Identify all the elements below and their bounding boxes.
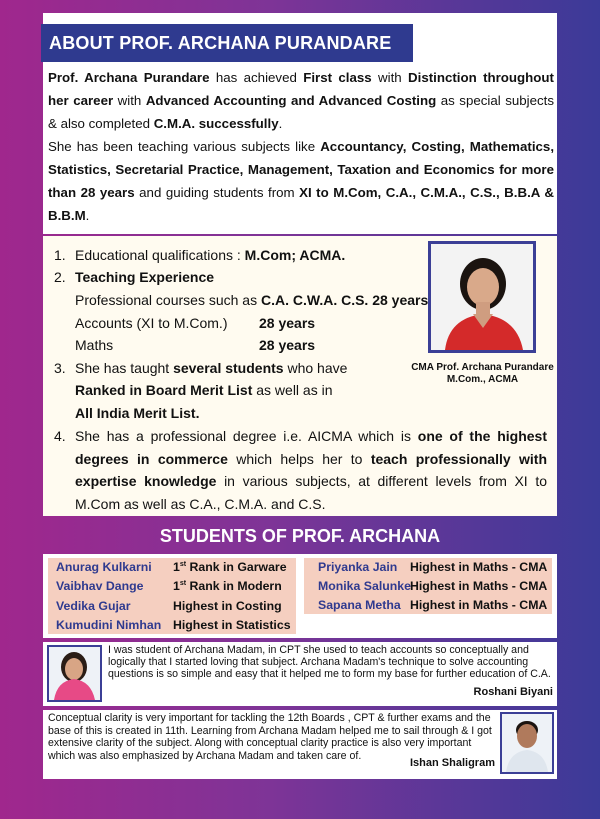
student-name: Anurag Kulkarni (56, 560, 152, 574)
student-name: Sapana Metha (318, 598, 401, 612)
students-left-list (48, 558, 296, 634)
student-name: Vedika Gujar (56, 599, 131, 613)
testimonial-1-author: Roshani Biyani (473, 686, 553, 698)
professor-photo (428, 241, 536, 353)
student-name: Kumudini Nimhan (56, 618, 162, 632)
about-p1: Prof. Archana Purandare has achieved First class with Distinction throughout her career with Advanced Accounting and Advanced Costing as special subjects & also completed C.M.A. successfully. (48, 70, 554, 131)
merit-line-3: All India Merit List. (75, 405, 200, 421)
student-photo-roshani (47, 645, 102, 702)
student-photo-ishan (500, 712, 554, 774)
student-name: Monika Salunke (318, 579, 411, 593)
list-item-merit: She has taught several students who have (75, 360, 348, 376)
maths-value: 28 years (259, 337, 316, 353)
merit-line-2: Ranked in Board Merit List as well as in (75, 382, 333, 398)
list-item-qualifications: Educational qualifications : M.Com; ACMA. (75, 247, 346, 263)
student-rank: 1st Rank in Modern (173, 579, 282, 593)
list-item-degree: She has a professional degree i.e. AICMA which is one of the highest degrees in commerce which helps her to teach professionally with expertise knowledge in various subjects, at different levels from XI to M.Com as well as C.A., C.M.A. and C.S. (75, 428, 547, 512)
student-rank: Highest in Statistics (173, 618, 291, 632)
about-p2: She has been teaching various subjects like Accountancy, Costing, Mathematics, Statistics, Secretarial Practice, Management, Taxation and Economics for more than 28 years and guiding students from XI to M.Com, C.A., C.M.A., C.S., B.B.A & B.B.M. (48, 139, 555, 223)
student-rank: 1st Rank in Garware (173, 560, 287, 574)
portrait-icon (49, 647, 100, 700)
student-rank: Highest in Costing (173, 599, 282, 613)
student-rank: Highest in Maths - CMA (410, 560, 548, 574)
caption-line1: CMA Prof. Archana Purandare (411, 362, 554, 373)
testimonial-2-text: Conceptual clarity is very important for tackling the 12th Boards , CPT & further exams and the base of this is created in 11th. Learning from Archana Madam helped me to sail through & I got extensive clarity of the subject. Along with conceptual clarity practice is also very important which was also emphasized by Archana Madam and taken care of. (48, 712, 492, 762)
list-num: 1. (54, 247, 66, 263)
student-rank: Highest in Maths - CMA (410, 598, 548, 612)
list-num: 2. (54, 269, 66, 285)
accounts-label: Accounts (XI to M.Com.) (75, 315, 228, 331)
students-heading: STUDENTS OF PROF. ARCHANA (159, 526, 441, 546)
portrait-icon (502, 714, 552, 772)
list-num: 3. (54, 360, 66, 376)
photo-caption (405, 362, 560, 386)
testimonial-1-text: I was student of Archana Madam, in CPT she used to teach accounts so conceptually and logically that I started loving that subject. Archana Madam's technique to solve accounting questions is so simple and easy that it helped me to form my base for further education of C.A. (108, 644, 551, 680)
portrait-icon (431, 244, 533, 350)
accounts-value: 28 years (259, 315, 316, 331)
about-heading: ABOUT PROF. ARCHANA PURANDARE (41, 24, 413, 62)
testimonial-2-author: Ishan Shaligram (410, 757, 495, 769)
students-right-list (304, 558, 552, 614)
student-rank: Highest in Maths - CMA (410, 579, 548, 593)
list-num: 4. (54, 428, 66, 444)
professional-courses: Professional courses such as C.A. C.W.A. C.S. 28 years (75, 292, 429, 308)
maths-label: Maths (75, 337, 114, 353)
list-item-teaching: Teaching Experience (75, 269, 215, 285)
caption-line2: M.Com., ACMA (446, 374, 519, 385)
about-text (48, 66, 554, 227)
student-name: Priyanka Jain (318, 560, 398, 574)
student-name: Vaibhav Dange (56, 579, 144, 593)
